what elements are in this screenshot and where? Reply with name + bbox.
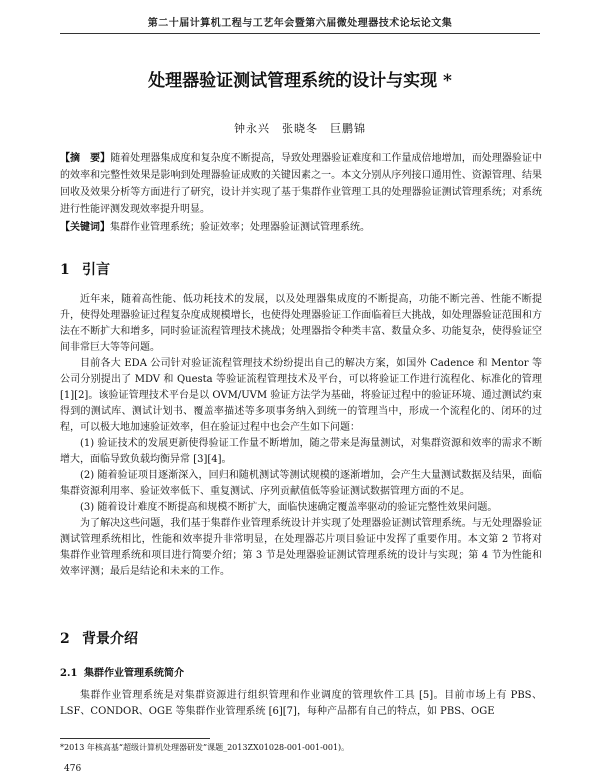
section-2-number: 2 xyxy=(60,631,70,647)
abstract-label: 【摘 要】 xyxy=(60,153,111,164)
subsection-2-1-title: 集群作业管理系统简介 xyxy=(84,668,184,679)
paragraph: (1) 验证技术的发展更新使得验证工作量不断增加，随之带来是海量测试，对集群资源和效率的需求不断增大，面临导致负载均衡异常 [3][4]。 xyxy=(60,438,542,465)
abstract xyxy=(60,150,542,218)
running-header: 第二十届计算机工程与工艺年会暨第六届微处理器技术论坛论文集 xyxy=(60,14,540,34)
section-2-heading xyxy=(60,628,138,648)
keywords xyxy=(60,219,542,236)
abstract-text: 随着处理器集成度和复杂度不断提高，导致处理器验证难度和工作量成倍地增加，而处理器验证中的效率和完整性效果是影响到处理器验证成败的关键因素之一。本文分别从序列接口通用性、资源管理、结果回收及效果分析等方面进行了研究，设计并实现了基于集群作业管理工具的处理器验证测试管理系统；对系统进行性能评测发现效率提升明显。 xyxy=(60,153,543,215)
paragraph: (2) 随着验证项目逐渐深入，回归和随机测试等测试规模的逐渐增加，会产生大量测试数据及结果，面临集群资源利用率、验证效率低下、重复测试、序列贡献值低等验证测试数据管理方面的不足。 xyxy=(60,470,542,497)
keywords-label: 【关键词】 xyxy=(60,222,110,233)
section-1-body xyxy=(60,292,542,580)
footnote: *2013 年核高基“超级计算机处理器研发”课题_2013ZX01028-001-001-001)。 xyxy=(60,743,350,752)
paragraph: 集群作业管理系统是对集群资源进行组织管理和作业调度的管理软件工具 [5]。目前市场上有 PBS、LSF、CONDOR、OGE 等集群作业管理系统 [6][7]，每种产品都有自己的特点，如 PBS、OGE xyxy=(60,690,542,717)
section-1-heading xyxy=(60,259,110,279)
paragraph: 目前各大 EDA 公司针对验证流程管理技术纷纷提出自己的解决方案，如国外 Cadence 和 Mentor 等公司分别提出了 MDV 和 Questa 等验证流程管理技术及平台，可以将验证工作进行流程化、标准化的管理[1][2]。该验证管理技术平台是以 OVM/UVM 验证方法学为基础，将验证过程中的验证环境、通过测试约束得到的测试库、测试计划书、覆盖率描述等多项事务纳入到统一的管理当中，形成一个流程化的、闭环的过程，可以极大地加速验证效率，但在验证过程中也会产生如下问题： xyxy=(60,358,542,433)
paper-title: 处理器验证测试管理系统的设计与实现 * xyxy=(148,71,452,91)
section-1-title: 引言 xyxy=(82,262,110,278)
section-1-number: 1 xyxy=(60,262,70,278)
section-2-title: 背景介绍 xyxy=(82,631,138,647)
keywords-text: 集群作业管理系统；验证效率；处理器验证测试管理系统。 xyxy=(110,222,370,233)
author-list: 钟永兴 张晓冬 巨鹏锦 xyxy=(234,122,366,135)
paragraph: 近年来，随着高性能、低功耗技术的发展，以及处理器集成度的不断提高，功能不断完善、性能不断提升，使得处理器验证过程复杂度成规模增长，也使得处理器验证工作面临着巨大挑战，如处理器验证范围和方法在不断扩大和增多，同时验证流程管理技术挑战；处理器指令种类丰富、数量众多、功能复杂，使得验证空间非常巨大等等问题。 xyxy=(60,294,542,353)
subsection-2-1-number: 2.1 xyxy=(60,668,78,679)
subsection-2-1-body xyxy=(60,688,542,720)
paragraph: 为了解决这些问题，我们基于集群作业管理系统设计并实现了处理器验证测试管理系统。与无处理器验证测试管理系统相比，性能和效率提升非常明显，在处理器芯片项目验证中发挥了重要作用。本文第 2 节将对集群作业管理系统和项目进行简要介绍；第 3 节是处理器验证测试管理系统的设计与实现；第 4 节为性能和效率评测；最后是结论和未来的工作。 xyxy=(60,518,542,577)
paragraph: (3) 随着设计难度不断提高和规模不断扩大，面临快速确定覆盖率驱动的验证完整性效果问题。 xyxy=(80,502,498,513)
subsection-2-1-heading xyxy=(60,664,184,679)
footnote-divider xyxy=(60,738,210,739)
page-number: 476 xyxy=(64,764,82,774)
